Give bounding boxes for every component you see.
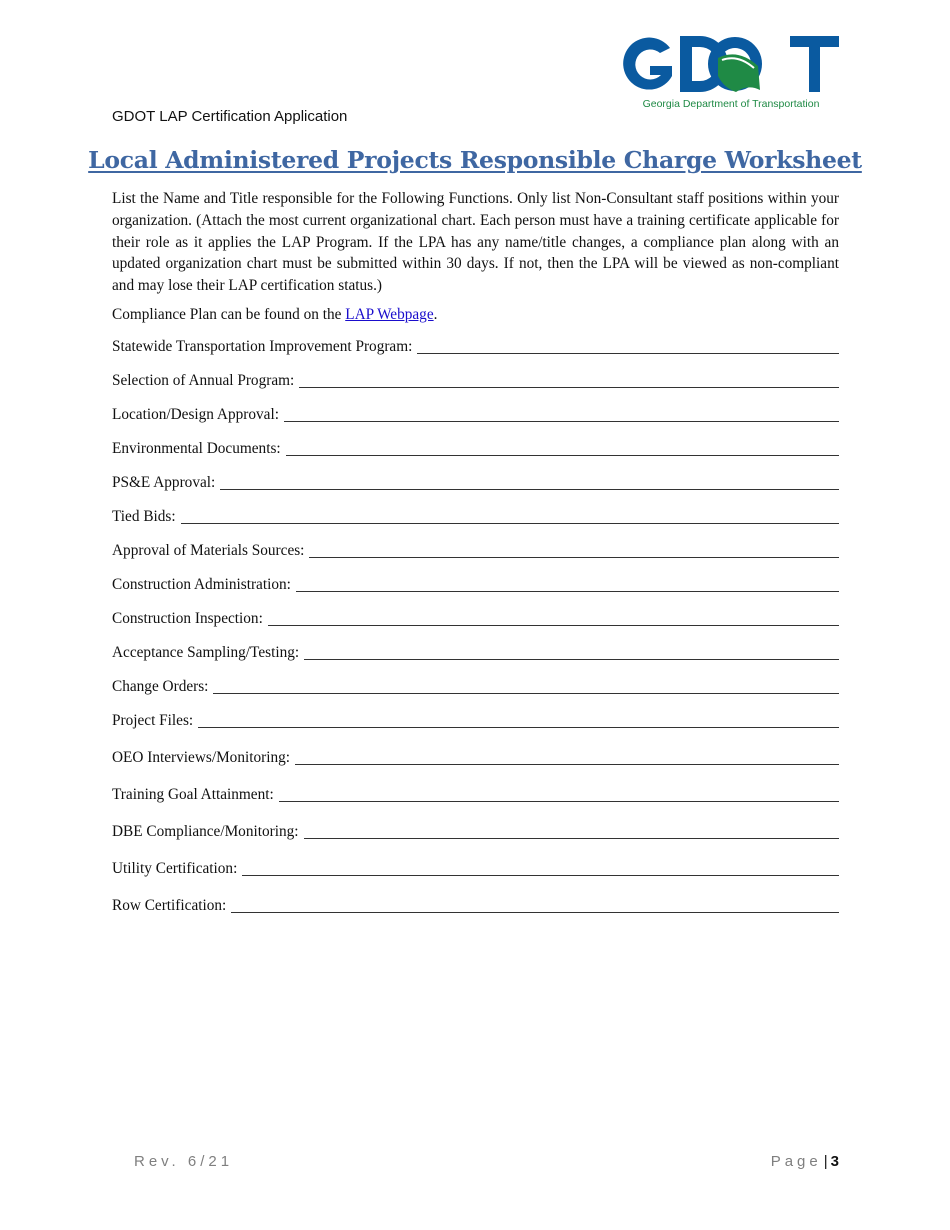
field-label: Statewide Transportation Improvement Program: — [112, 338, 413, 355]
lap-webpage-link[interactable]: LAP Webpage — [345, 306, 434, 323]
page-number — [771, 1153, 839, 1170]
page-separator: | — [823, 1153, 828, 1170]
field-input-line[interactable] — [309, 543, 839, 558]
field-row — [112, 474, 839, 492]
compliance-suffix: . — [433, 306, 438, 323]
field-input-line[interactable] — [198, 713, 839, 728]
page-label: Page — [770, 1153, 822, 1170]
field-label: OEO Interviews/Monitoring: — [112, 749, 291, 766]
field-input-line[interactable] — [284, 407, 839, 422]
field-label: DBE Compliance/Monitoring: — [112, 823, 299, 840]
field-label: Training Goal Attainment: — [112, 786, 274, 803]
field-row — [112, 508, 839, 526]
field-row — [112, 644, 839, 662]
revision-label: Rev. 6/21 — [134, 1153, 234, 1170]
page-title: Local Administered Projects Responsible Charge Worksheet — [88, 146, 862, 174]
field-input-line[interactable] — [299, 373, 839, 388]
field-label: Tied Bids: — [112, 508, 176, 525]
field-row — [112, 542, 839, 560]
field-label: Location/Design Approval: — [112, 406, 279, 423]
page-number-value: 3 — [830, 1153, 839, 1170]
field-label: Approval of Materials Sources: — [112, 542, 305, 559]
field-row — [112, 712, 839, 730]
field-row — [112, 897, 839, 915]
field-input-line[interactable] — [304, 824, 839, 839]
svg-text:Georgia Department of Transpor: Georgia Department of Transportation — [642, 98, 820, 110]
field-input-line[interactable] — [417, 339, 839, 354]
field-label: Construction Administration: — [112, 576, 291, 593]
field-row — [112, 440, 839, 458]
field-label: Environmental Documents: — [112, 440, 281, 457]
field-input-line[interactable] — [279, 787, 839, 802]
field-input-line[interactable] — [231, 898, 839, 913]
field-input-line[interactable] — [295, 750, 839, 765]
field-label: Acceptance Sampling/Testing: — [112, 644, 300, 661]
field-input-line[interactable] — [181, 509, 839, 524]
compliance-prefix: Compliance Plan can be found on the — [112, 306, 346, 323]
field-row — [112, 610, 839, 628]
intro-paragraph: List the Name and Title responsible for the Following Functions. Only list Non-Consultant staff positions within your organization. (Attach the most current organizational chart. Each person must have a training certificate applicable for their role as it applies the LAP Program. If the LPA has any name/title changes, a compliance plan along with an updated organization chart must be submitted within 30 days. If not, then the LPA will be viewed as non-compliant and may lose their LAP certification status.) — [112, 190, 839, 295]
field-input-line[interactable] — [296, 577, 839, 592]
field-row — [112, 338, 839, 356]
field-input-line[interactable] — [220, 475, 839, 490]
field-input-line[interactable] — [242, 861, 839, 876]
field-label: PS&E Approval: — [112, 474, 216, 491]
field-label: Utility Certification: — [112, 860, 238, 877]
field-label: Change Orders: — [112, 678, 209, 695]
field-row — [112, 860, 839, 878]
header-title: GDOT LAP Certification Application — [112, 108, 348, 125]
field-label: Project Files: — [112, 712, 194, 729]
field-row — [112, 823, 839, 841]
compliance-note — [112, 306, 437, 324]
field-label: Selection of Annual Program: — [112, 372, 295, 389]
field-row — [112, 576, 839, 594]
field-input-line[interactable] — [304, 645, 839, 660]
field-row — [112, 406, 839, 424]
field-row — [112, 678, 839, 696]
field-label: Row Certification: — [112, 897, 227, 914]
field-input-line[interactable] — [213, 679, 839, 694]
field-input-line[interactable] — [286, 441, 839, 456]
field-row — [112, 786, 839, 804]
field-row — [112, 749, 839, 767]
field-label: Construction Inspection: — [112, 610, 263, 627]
gdot-logo — [620, 32, 842, 112]
gdot-logo-icon — [620, 32, 842, 112]
field-row — [112, 372, 839, 390]
field-input-line[interactable] — [268, 611, 839, 626]
